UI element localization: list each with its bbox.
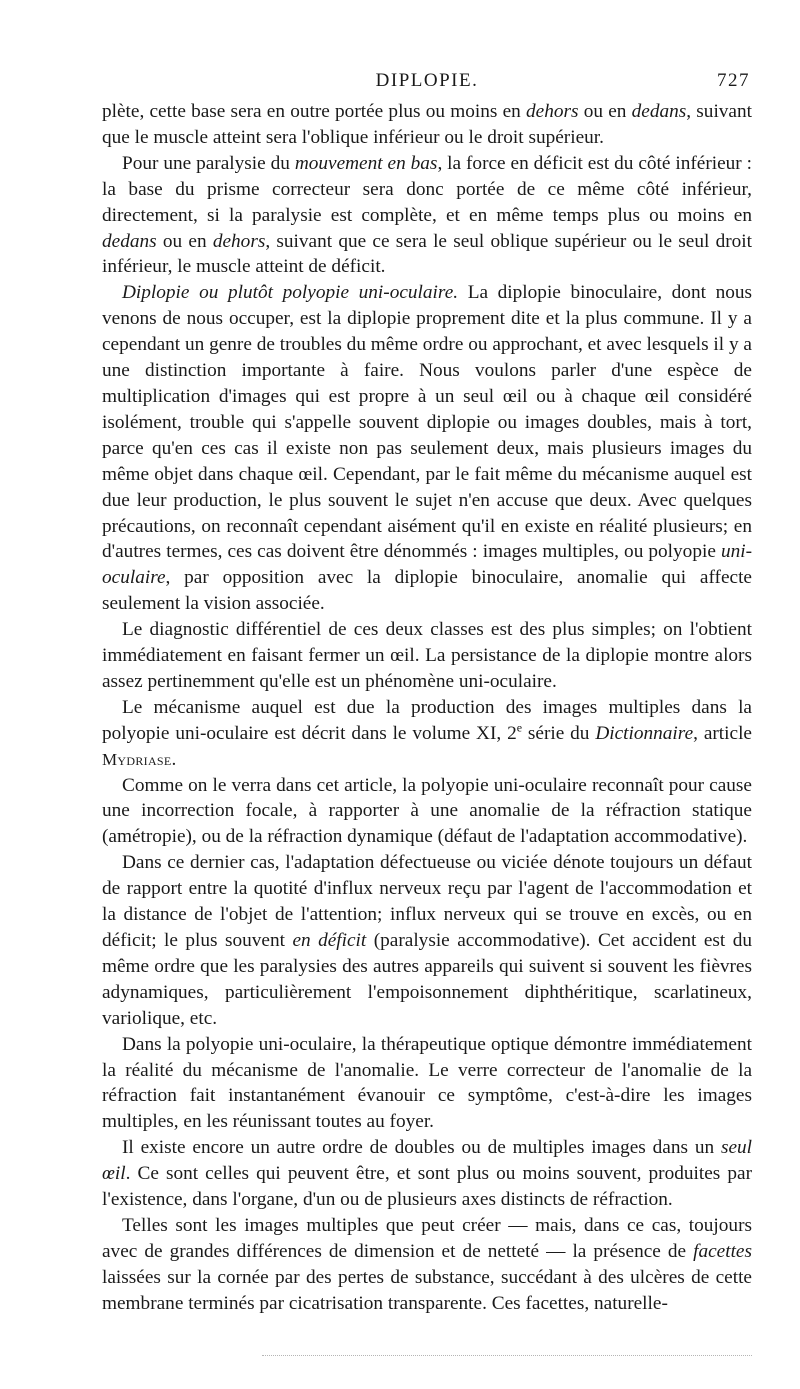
text-run: , la force en déficit est du côté inférieur : la base du prisme correcteur sera donc portée de ce même côté inférieur, directement, si la paralysie est complète, et en même temps plus ou moins en [102,152,752,226]
text-run: Il existe encore un autre ordre de doubles ou de multiples images dans un [122,1137,721,1159]
italic-text: Dictionnaire [595,722,694,744]
text-run: ou en [578,101,632,122]
text-run: Le diagnostic différentiel de ces deux classes est des plus simples; on l'obtient immédiatement en faisant fermer un œil. La persistance de la diplopie montre alors assez pertinemment qu'elle est un phénomène uni-oculaire. [102,619,752,692]
italic-text: en déficit [292,930,367,951]
text-run: Pour une paralysie du [122,152,295,174]
italic-text: mouvement en bas [294,152,438,174]
paragraph [102,1135,752,1213]
text-run: , suivant que ce sera le seul oblique supérieur ou le seul droit inférieur, le muscle atteint de déficit. [102,230,752,278]
italic-text: dedans [631,101,687,122]
footer-rule [262,1355,752,1356]
paragraph [102,695,752,773]
text-run: Comme on le verra dans cet article, la polyopie uni-oculaire reconnaît pour cause une incorrection focale, à rapporter à une anomalie de la réfraction statique (amétropie), ou de la réfraction dynamique (défaut de l'adaptation accommodative). [102,774,752,848]
text-run: plète, cette base sera en outre portée plus ou moins en [102,101,527,122]
italic-text: facettes [693,1240,752,1262]
text-run: série du [522,722,596,744]
italic-text: dedans [102,230,157,252]
text-run: Dans la polyopie uni-oculaire, la thérapeutique optique démontre immédiatement la réalité du mécanisme de l'anomalie. Le verre correcteur de l'anomalie de la réfraction fait instantanément évanouir ce symptôme, c'est-à-dire les images multiples, en les réunissant toutes au foyer. [102,1033,752,1133]
italic-text: dehors [212,230,266,252]
running-title: DIPLOPIE. [375,70,479,91]
text-run: ou en [156,230,213,252]
text-run: . Ce sont celles qui peuvent être, et sont plus ou moins souvent, produites par l'existence, dans l'organe, d'un ou de plusieurs axes distincts de réfraction. [102,1163,752,1211]
text-run: laissées sur la cornée par des pertes de substance, succédant à des ulcères de cette membrane terminés par cicatrisation transparente. Ces facettes, naturelle- [102,1266,752,1314]
paragraph [102,617,752,695]
text-run: , par opposition avec la diplopie binoculaire, anomalie qui affecte seulement la vision associée. [102,567,752,615]
paragraph [102,99,752,151]
text-run: , suivant que le muscle atteint sera l'oblique inférieur ou le droit supérieur. [102,101,752,148]
italic-text: dehors [526,101,579,122]
text-run: Telles sont les images multiples que peut créer — mais, dans ce cas, toujours avec de grandes différences de dimension et de netteté — la présence de [102,1214,752,1262]
page-number: 727 [717,70,750,91]
italic-text: uni-oculaire [102,541,752,589]
text-run: La diplopie binoculaire, dont nous venons de nous occuper, est la diplopie proprement dite et la plus commune. Il y a cependant un genre de troubles du même ordre ou approchant, et avec lesquels il y a une distinction importante à faire. Nous voulons parler d'une espèce de multiplication d'images qui est propre à un seul œil ou à chaque œil considéré isolément, trouble qui s'appelle souvent diplopie ou images doubles, mais à tort, parce qu'en ces cas il existe non pas seulement deux, mais plusieurs images du même objet dans chaque œil. Cependant, par le fait même du mécanisme auquel est due leur production, le plus souvent le sujet n'en accuse que deux. Avec quelques précautions, on reconnaît cependant aisément qu'il en existe en réalité plusieurs; en d'autres termes, ces cas doivent être dénommés : images multiples, ou polyopie [102,282,752,563]
paragraph [102,151,752,281]
italic-text: Diplopie ou plutôt polyopie uni-oculaire. [122,282,459,304]
text-run: Le mécanisme auquel est due la production des images multiples dans la polyopie uni-oculaire est décrit dans le volume XI, 2 [102,696,752,744]
text-run: . [171,748,177,770]
paragraph [102,773,752,851]
italic-text: seul œil [102,1137,752,1185]
superscript-text: e [516,720,523,735]
paragraph [102,850,752,1031]
small-caps-text: Mydriase [102,749,172,769]
running-head [102,70,752,96]
body-text [102,99,752,1317]
paragraph [102,1213,752,1317]
text-run: (paralysie accommodative). Cet accident est du même ordre que les paralysies des autres appareils qui suivent si souvent les fièvres adynamiques, particulièrement l'empoisonnement diphthéritique, scarlatineux, variolique, etc. [102,930,752,1029]
paragraph [102,280,752,617]
text-run: , article [693,722,752,744]
paragraph [102,1032,752,1136]
text-run: Dans ce dernier cas, l'adaptation défectueuse ou viciée dénote toujours un défaut de rapport entre la quotité d'influx nerveux reçu par l'agent de l'accommodation et la distance de l'objet de l'attention; influx nerveux qui se trouve en excès, ou en déficit; le plus souvent [102,852,752,951]
